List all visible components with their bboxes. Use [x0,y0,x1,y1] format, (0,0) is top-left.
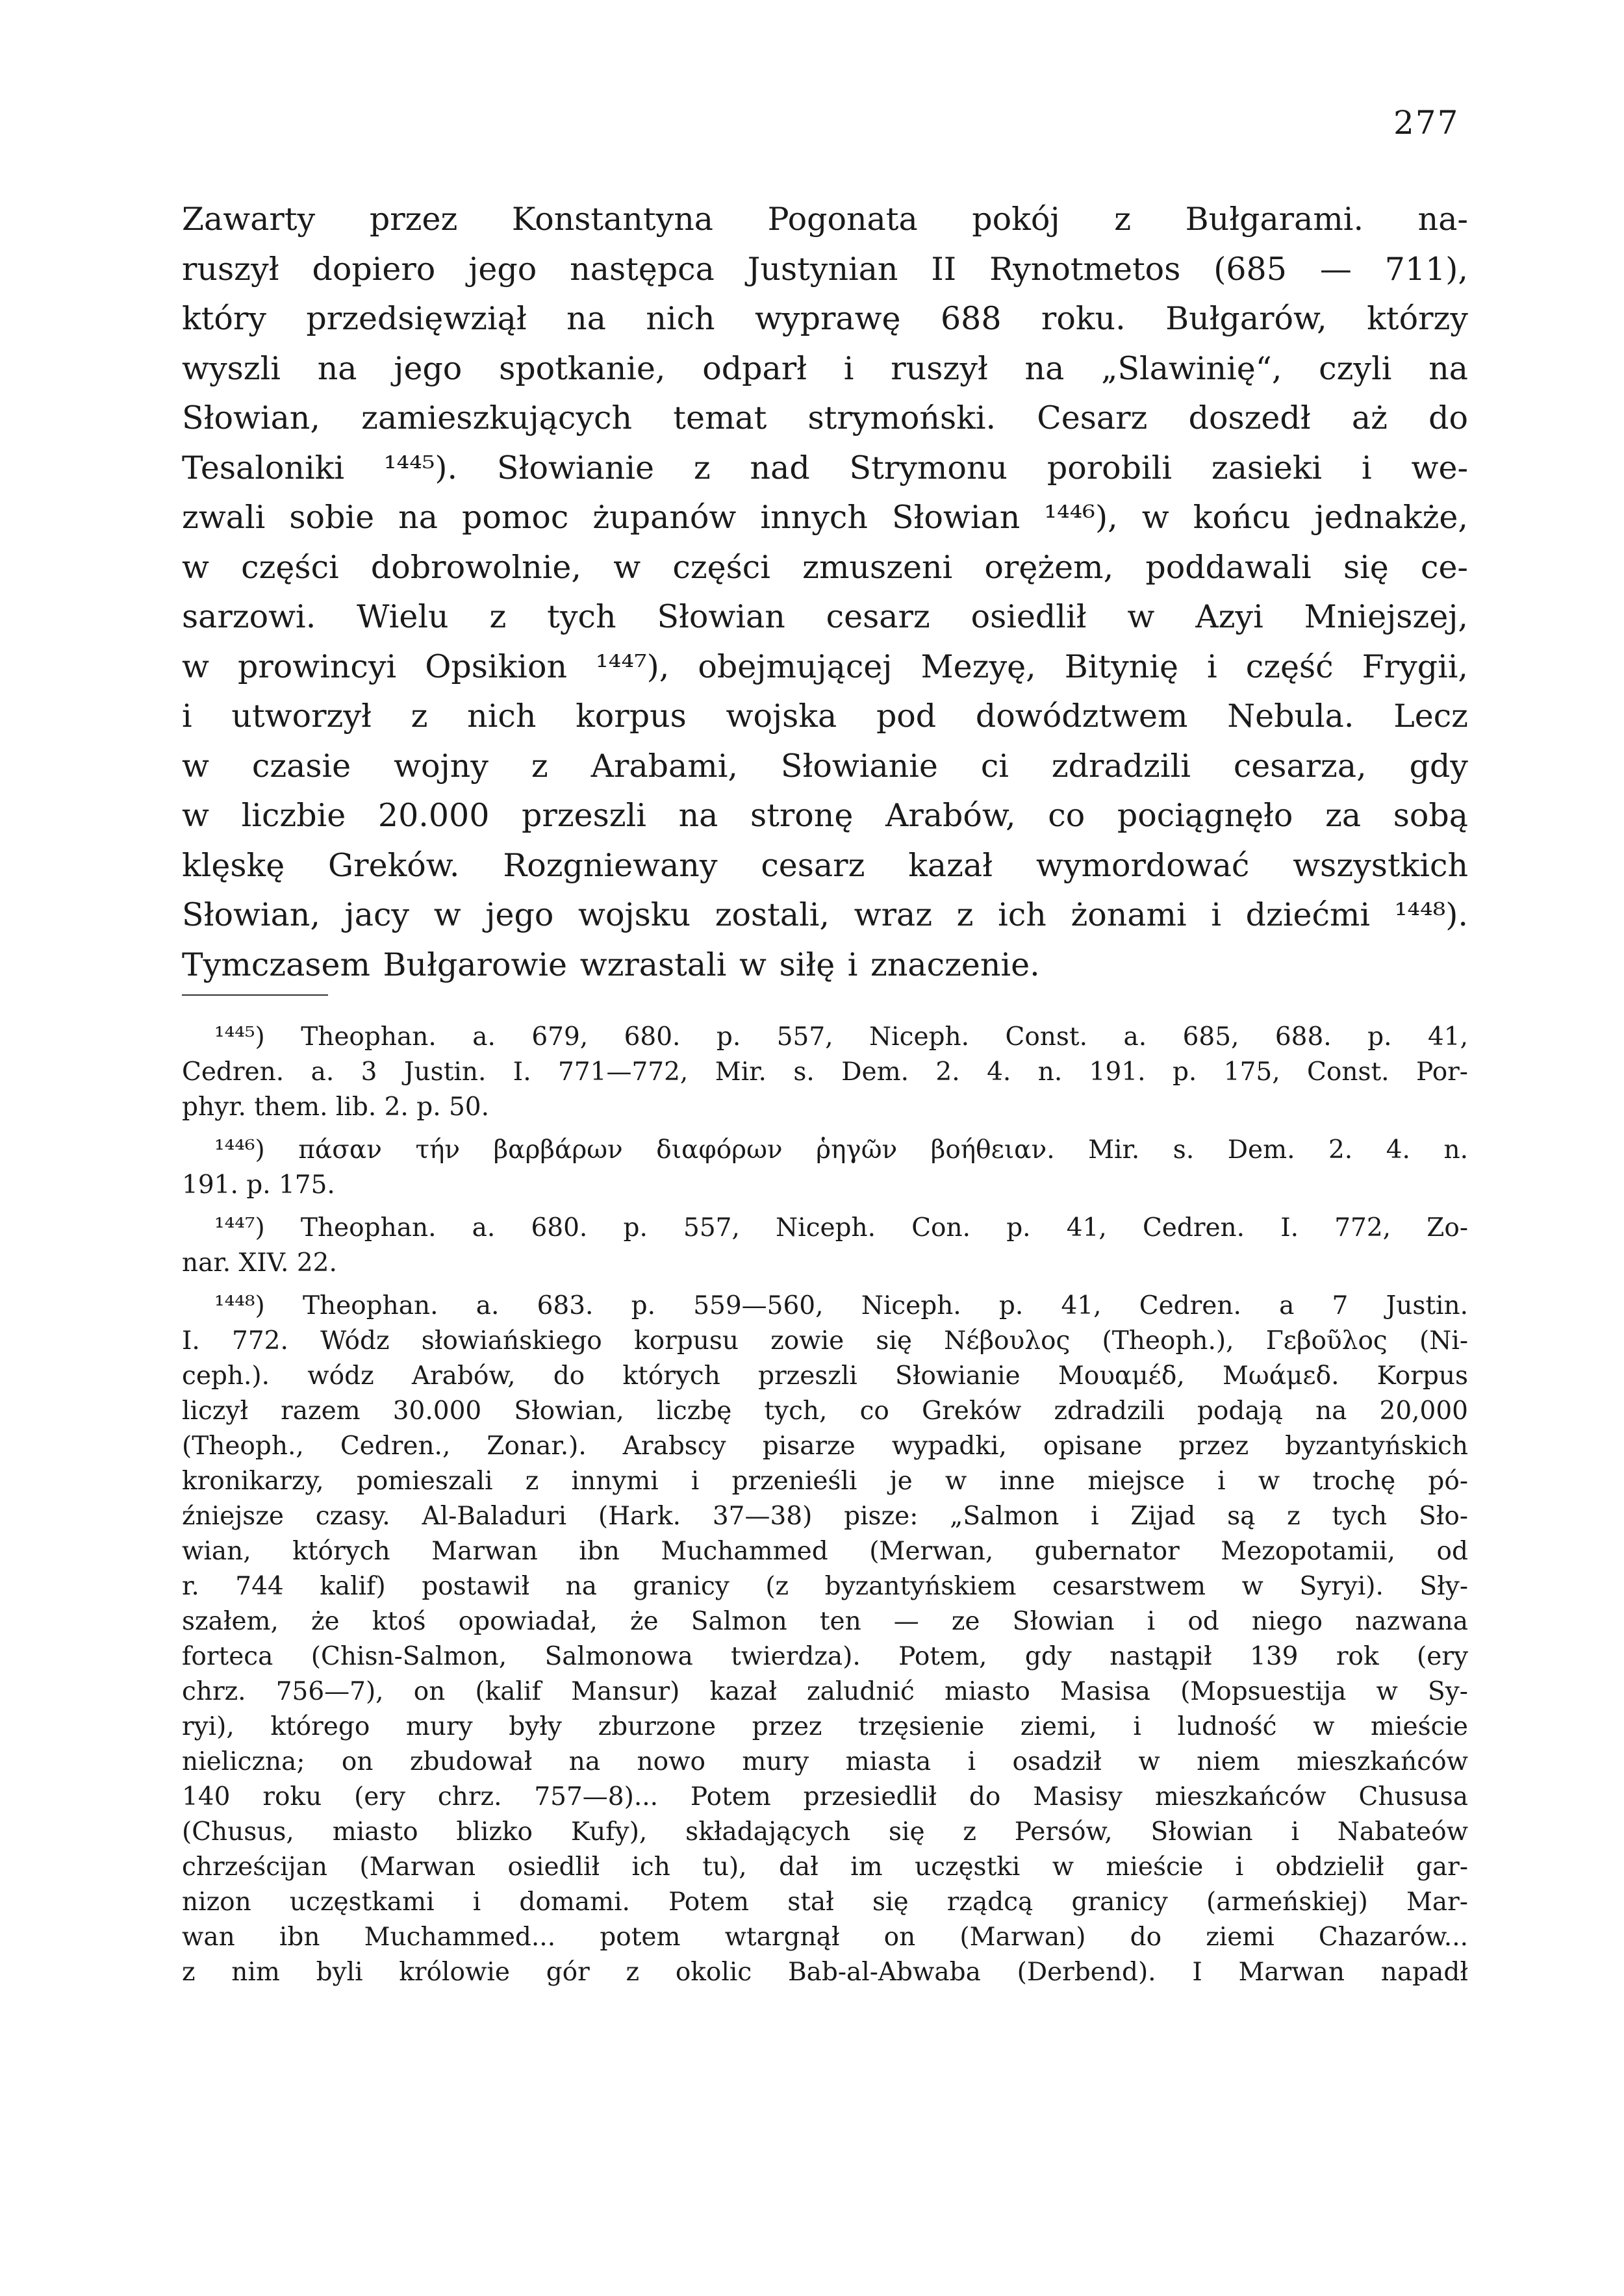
footnote-line: nar. XIV. 22. [182,1248,337,1278]
text-line: Słowian, zamieszkujących temat strymoński. Cesarz doszedł aż do [182,399,1468,436]
footnote-line: chrześcijan (Marwan osiedlił ich tu), dał im uczęstki w mieście i obdzielił gar- [182,1852,1468,1882]
footnote-line: ryi), którego mury były zburzone przez trzęsienie ziemi, i ludność w mieście [182,1712,1468,1741]
footnote-line: kronikarzy, pomieszali z innymi i przenieśli je w inne miejsce i w trochę pó- [182,1467,1468,1496]
text-line: w czasie wojny z Arabami, Słowianie ci zdradzili cesarza, gdy [182,747,1468,785]
footnote-line: (Theoph., Cedren., Zonar.). Arabscy pisarze wypadki, opisane przez byzantyńskich [182,1432,1468,1461]
footnote-line: forteca (Chisn-Salmon, Salmonowa twierdza). Potem, gdy nastąpił 139 rok (ery [182,1642,1468,1671]
footnote-divider [182,994,328,996]
footnote-line: Cedren. a. 3 Justin. I. 771—772, Mir. s. Dem. 2. 4. n. 191. p. 175, Const. Por- [182,1057,1468,1087]
footnote-line: phyr. them. lib. 2. p. 50. [182,1092,490,1122]
text-line: i utworzył z nich korpus wojska pod dowództwem Nebula. Lecz [182,698,1468,735]
text-line: Tesaloniki ¹⁴⁴⁵). Słowianie z nad Strymonu porobili zasieki i we- [182,449,1468,486]
footnote-1446 [182,1133,1468,1203]
text-line: Słowian, jacy w jego wojsku zostali, wraz z ich żonami i dziećmi ¹⁴⁴⁸). [182,896,1468,933]
footnote-line: 191. p. 175. [182,1170,335,1200]
footnote-line: wian, których Marwan ibn Muchammed (Merwan, gubernator Mezopotamii, od [182,1537,1468,1566]
footnote-line: nizon uczęstkami i domami. Potem stał się rządcą granicy (armeńskiej) Mar- [182,1887,1468,1917]
text-line: wyszli na jego spotkanie, odparł i ruszył na „Slawinię“, czyli na [182,349,1468,387]
footnote-line: z nim byli królowie gór z okolic Bab-al-Abwaba (Derbend). I Marwan napadł [182,1958,1468,1987]
page-number: 277 [1393,104,1460,142]
text-line: w części dobrowolnie, w części zmuszeni orężem, poddawali się ce- [182,548,1468,586]
footnote-line: szałem, że ktoś opowiadał, że Salmon ten — ze Słowian i od niego nazwana [182,1607,1468,1636]
text-line: w prowincyi Opsikion ¹⁴⁴⁷), obejmującej Mezyę, Bitynię i część Frygii, [182,648,1468,685]
footnote-line: ¹⁴⁴⁶) πάσαν τήν βαρβάρων διαφόρων ῥηγῶν βοήθειαν. Mir. s. Dem. 2. 4. n. [214,1135,1468,1165]
footnote-line: liczył razem 30.000 Słowian, liczbę tych, co Greków zdradzili podają na 20,000 [182,1396,1468,1426]
text-line: który przedsięwziął na nich wyprawę 688 roku. Bułgarów, którzy [182,300,1468,337]
text-line: sarzowi. Wielu z tych Słowian cesarz osiedlił w Azyi Mniejszej, [182,598,1468,635]
footnote-1447 [182,1211,1468,1281]
footnote-1445 [182,1020,1468,1125]
footnotes [182,1020,1468,1998]
text-line: Zawarty przez Konstantyna Pogonata pokój z Bułgarami. na- [182,201,1468,238]
text-line: zwali sobie na pomoc żupanów innych Słowian ¹⁴⁴⁶), w końcu jednakże, [182,499,1468,536]
footnote-line: ¹⁴⁴⁵) Theophan. a. 679, 680. p. 557, Niceph. Const. a. 685, 688. p. 41, [214,1022,1468,1052]
footnote-line: r. 744 kalif) postawił na granicy (z byzantyńskiem cesarstwem w Syryi). Sły- [182,1572,1468,1601]
footnote-1448 [182,1289,1468,1990]
footnote-line: ceph.). wódz Arabów, do których przeszli Słowianie Μουαμέδ, Μωάμεδ. Korpus [182,1361,1468,1391]
footnote-line: nieliczna; on zbudował na nowo mury miasta i osadził w niem mieszkańców [182,1747,1468,1776]
footnote-line: I. 772. Wódz słowiańskiego korpusu zowie się Νέβουλος (Theoph.), Γεβοῦλος (Ni- [182,1326,1468,1356]
footnote-line: ¹⁴⁴⁸) Theophan. a. 683. p. 559—560, Niceph. p. 41, Cedren. a 7 Justin. [214,1291,1468,1320]
footnote-line: (Chusus, miasto blizko Kufy), składających się z Persów, Słowian i Nabateów [182,1817,1468,1847]
footnote-line: 140 roku (ery chrz. 757—8)... Potem przesiedlił do Masisy mieszkańców Chususa [182,1782,1468,1811]
main-text [182,195,1468,990]
text-line: Tymczasem Bułgarowie wzrastali w siłę i znaczenie. [182,946,1040,983]
footnote-line: ¹⁴⁴⁷) Theophan. a. 680. p. 557, Niceph. Con. p. 41, Cedren. I. 772, Zo- [214,1213,1468,1243]
text-line: klęskę Greków. Rozgniewany cesarz kazał wymordować wszystkich [182,846,1468,884]
text-line: w liczbie 20.000 przeszli na stronę Arabów, co pociągnęło za sobą [182,797,1468,834]
footnote-line: źniejsze czasy. Al-Baladuri (Hark. 37—38) pisze: „Salmon i Zijad są z tych Sło- [182,1502,1468,1531]
footnote-line: chrz. 756—7), on (kalif Mansur) kazał zaludnić miasto Masisa (Mopsuestija w Sy- [182,1677,1468,1706]
text-line: ruszył dopiero jego następca Justynian II Rynotmetos (685 — 711), [182,250,1468,288]
footnote-line: wan ibn Muchammed... potem wtargnął on (Marwan) do ziemi Chazarów... [182,1923,1468,1952]
